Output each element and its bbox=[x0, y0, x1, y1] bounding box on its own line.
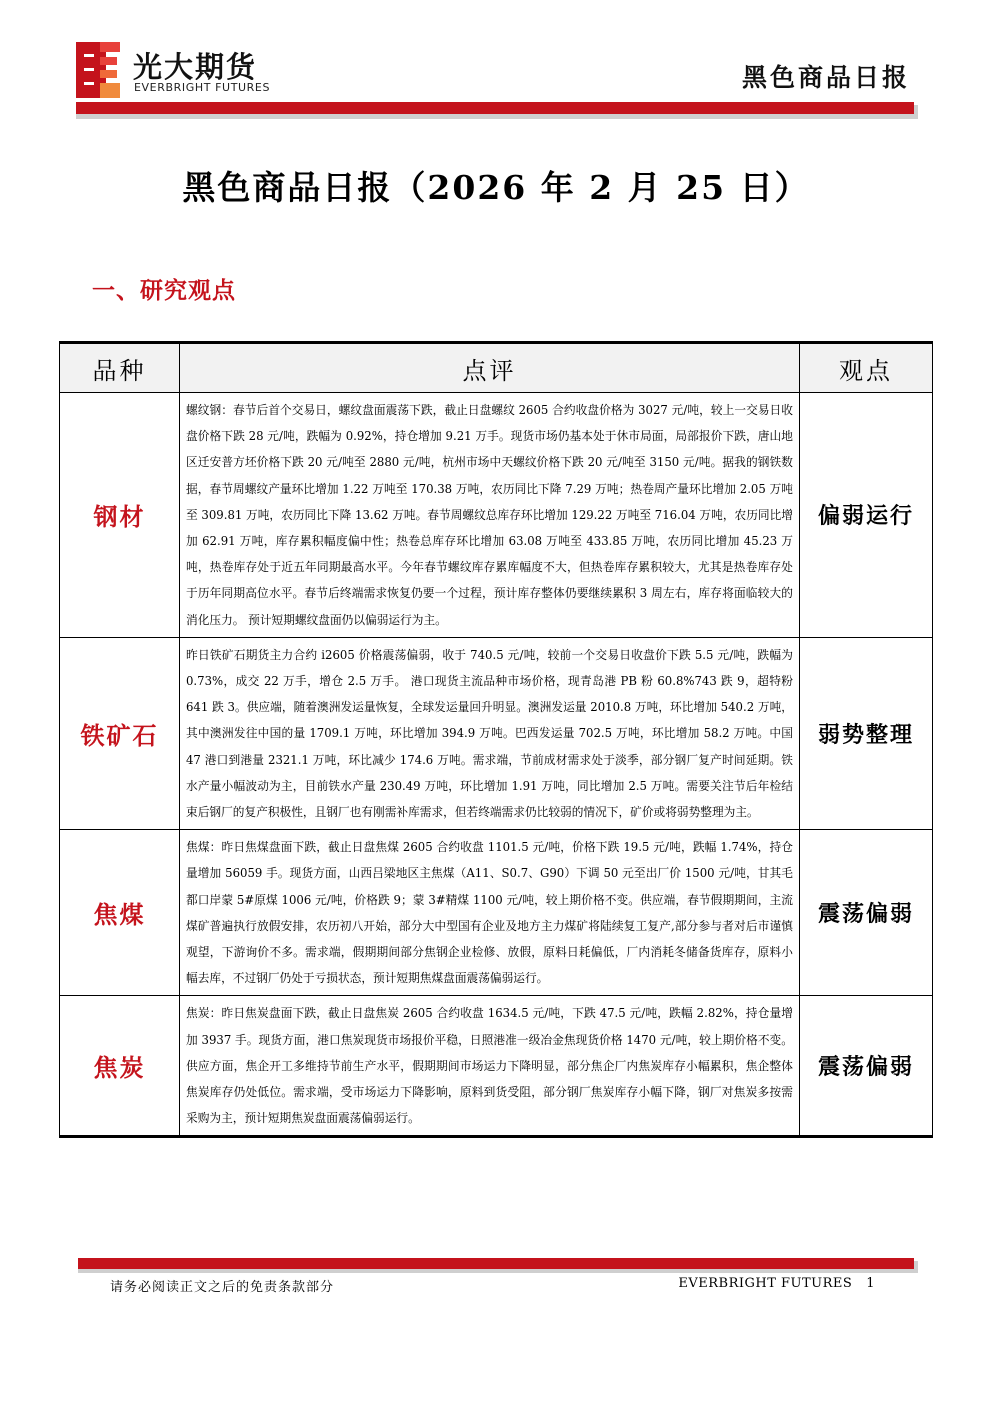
research-views-table bbox=[59, 341, 933, 1138]
variety-cell: 焦煤 bbox=[60, 830, 180, 996]
variety-cell: 铁矿石 bbox=[60, 637, 180, 829]
view-cell: 弱势整理 bbox=[800, 637, 933, 829]
logo-english-name: EVERBRIGHT FUTURES bbox=[134, 81, 271, 94]
footer-brand-page bbox=[678, 1276, 875, 1291]
view-cell: 震荡偏弱 bbox=[800, 996, 933, 1137]
section-heading: 一、研究观点 bbox=[92, 277, 236, 304]
column-header-comment: 点评 bbox=[180, 343, 800, 393]
header-rule bbox=[76, 102, 914, 114]
column-header-variety: 品种 bbox=[60, 343, 180, 393]
everbright-logo-icon bbox=[76, 42, 120, 98]
company-logo bbox=[76, 42, 296, 102]
comment-cell: 焦煤：昨日焦煤盘面下跌，截止日盘焦煤 2605 合约收盘 1101.5 元/吨，价格下跌 19.5 元/吨，跌幅 1.74%，持仓量增加 56059 手。现货方面，山西吕梁地区主焦煤（A11、S0.7、G90）下调 50 元至出厂价 1500 元/吨，甘其毛都口岸蒙 5#原煤 1006 元/吨，价格跌 9；蒙 3#精煤 1100 元/吨，较上期价格不变。供应端，春节假期期间，主流煤矿普遍执行放假安排，农历初八开始，部分大中型国有企业及地方主力煤矿将陆续复工复产,部分参与者对后市谨慎观望，下游询价不多。需求端，假期期间部分焦钢企业检修、放假，原料日耗偏低，厂内消耗冬储备货库存，原料小幅去库，不过钢厂仍处于亏损状态，预计短期焦煤盘面震荡偏弱运行。 bbox=[180, 830, 800, 996]
page-title: 黑色商品日报（2026 年 2 月 25 日） bbox=[182, 168, 810, 207]
comment-cell: 焦炭：昨日焦炭盘面下跌，截止日盘焦炭 2605 合约收盘 1634.5 元/吨，下跌 47.5 元/吨，跌幅 2.82%，持仓量增加 3937 手。现货方面，港口焦炭现货市场报价平稳，日照港准一级冶金焦现货价格 1470 元/吨，较上期价格不变。供应方面，焦企开工多维持节前生产水平，假期期间市场运力下降明显，部分焦企厂内焦炭库存小幅累积，焦企整体焦炭库存仍处低位。需求端，受市场运力下降影响，原料到货受阻，部分钢厂焦炭库存小幅下降，钢厂对焦炭多按需采购为主，预计短期焦炭盘面震荡偏弱运行。 bbox=[180, 996, 800, 1137]
logo-chinese-name: 光大期货 bbox=[133, 50, 258, 84]
column-header-view: 观点 bbox=[800, 343, 933, 393]
footer-brand: EVERBRIGHT FUTURES bbox=[678, 1276, 853, 1291]
page-number: 1 bbox=[866, 1276, 875, 1291]
table-row bbox=[60, 393, 933, 638]
comment-cell: 螺纹钢：春节后首个交易日，螺纹盘面震荡下跌，截止日盘螺纹 2605 合约收盘价格为 3027 元/吨，较上一交易日收盘价格下跌 28 元/吨，跌幅为 0.92%，持仓增加 9.21 万手。现货市场仍基本处于休市局面，局部报价下跌，唐山地区迁安普方坯价格下跌 20 元/吨至 2880 元/吨，杭州市场中天螺纹价格下跌 20 元/吨至 3150 元/吨。据我的钢铁数据，春节周螺纹产量环比增加 1.22 万吨至 170.38 万吨，农历同比下降 7.29 万吨；热卷周产量环比增加 2.05 万吨至 309.81 万吨，农历同比下降 13.62 万吨。春节周螺纹总库存环比增加 129.22 万吨至 716.04 万吨，农历同比增加 62.91 万吨，库存累积幅度偏中性；热卷总库存环比增加 63.08 万吨至 433.85 万吨，农历同比增加 45.23 万吨，热卷库存处于近五年同期最高水平。今年春节螺纹库存累库幅度不大，但热卷库存累积较大，尤其是热卷库存处于历年同期高位水平。春节后终端需求恢复仍要一个过程，预计库存整体仍要继续累积 3 周左右，库存将面临较大的消化压力。 预计短期螺纹盘面仍以偏弱运行为主。 bbox=[180, 393, 800, 638]
variety-cell: 钢材 bbox=[60, 393, 180, 638]
footer-rule bbox=[78, 1258, 914, 1269]
table-row bbox=[60, 996, 933, 1137]
view-cell: 偏弱运行 bbox=[800, 393, 933, 638]
view-cell: 震荡偏弱 bbox=[800, 830, 933, 996]
footer-disclaimer: 请务必阅读正文之后的免责条款部分 bbox=[110, 1280, 335, 1295]
table-row bbox=[60, 830, 933, 996]
table-row bbox=[60, 637, 933, 829]
report-name: 黑色商品日报 bbox=[741, 63, 910, 92]
variety-cell: 焦炭 bbox=[60, 996, 180, 1137]
comment-cell: 昨日铁矿石期货主力合约 i2605 价格震荡偏弱，收于 740.5 元/吨，较前一个交易日收盘价下跌 5.5 元/吨，跌幅为 0.73%，成交 22 万手，增仓 2.5 万手。 港口现货主流品种市场价格，现青岛港 PB 粉 60.8%743 跌 9，超特粉 641 跌 3。供应端，随着澳洲发运量恢复，全球发运量回升明显。澳洲发运量 2010.8 万吨，环比增加 540.2 万吨，其中澳洲发往中国的量 1709.1 万吨，环比增加 394.9 万吨。巴西发运量 702.5 万吨，环比增加 58.2 万吨。中国 47 港口到港量 2321.1 万吨，环比减少 174.6 万吨。需求端，节前成材需求处于淡季，部分钢厂复产时间延期。铁水产量小幅波动为主，目前铁水产量 230.49 万吨，环比增加 1.91 万吨，同比增加 2.5 万吨。需要关注节后年检结束后钢厂的复产积极性，且钢厂也有刚需补库需求，但若终端需求仍比较弱的情况下，矿价或将弱势整理为主。 bbox=[180, 637, 800, 829]
table-header-row bbox=[60, 343, 933, 393]
